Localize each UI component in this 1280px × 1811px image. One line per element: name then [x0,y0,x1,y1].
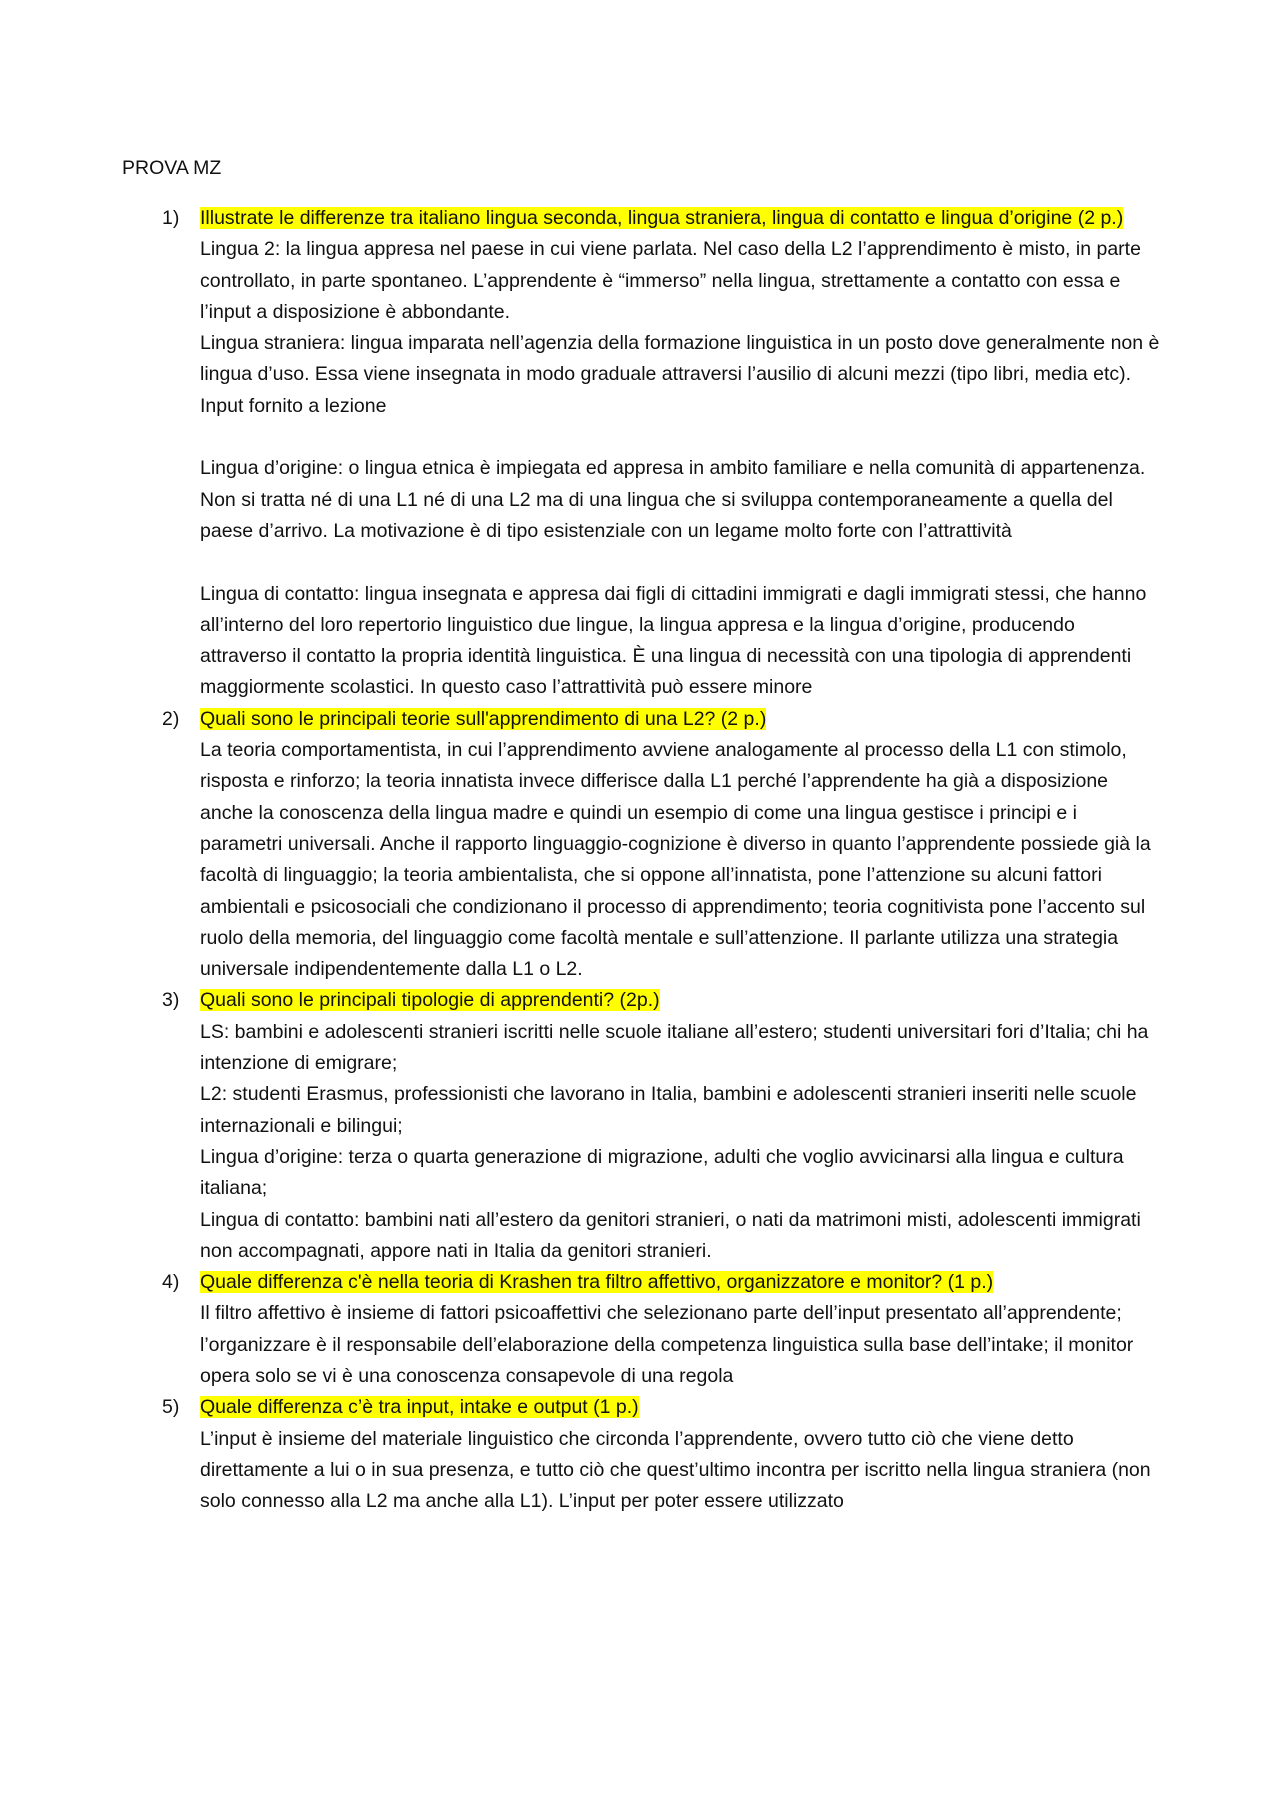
answer-paragraph: Lingua d’origine: terza o quarta generazione di migrazione, adulti che voglio avvicinarsi alla lingua e cultura italiana; [200,1145,1124,1200]
question-text-highlighted: Quale differenza c'è nella teoria di Krashen tra filtro affettivo, organizzatore e monitor? (1 p.) [200,1271,994,1294]
question-text-highlighted: Quali sono le principali teorie sull'apprendimento di una L2? (2 p.) [200,707,767,730]
question-list [0,203,1280,1517]
document-title: PROVA MZ [122,157,222,179]
answer-paragraph: LS: bambini e adolescenti stranieri iscritti nelle scuole italiane all’estero; studenti universitari fori d’Italia; chi ha intenzione di emigrare; [200,1020,1149,1075]
answer-paragraph: Lingua straniera: lingua imparata nell’agenzia della formazione linguistica in un posto dove generalmente non è lingua d’uso. Essa viene insegnata in modo graduale attraversi l’ausilio di alcuni mezzi (tipo libri, media etc). Input fornito a lezione [200,332,1160,417]
answer-paragraph: Lingua 2: la lingua appresa nel paese in cui viene parlata. Nel caso della L2 l’apprendimento è misto, in parte controllato, in parte spontaneo. L’apprendente è “immerso” nella lingua, strettamente a contatto con essa e l’input a disposizione è abbondante. [200,238,1141,323]
question-item-4 [0,1267,1160,1392]
answer-paragraph: Lingua di contatto: bambini nati all’estero da genitori stranieri, o nati da matrimoni misti, adolescenti immigrati non accompagnati, appore nati in Italia da genitori stranieri. [200,1208,1141,1262]
question-item-3 [0,985,1160,1267]
question-text-highlighted: Quale differenza c’è tra input, intake e output (1 p.) [200,1396,639,1419]
question-number: 2) [162,707,180,730]
blank-line [200,422,1160,453]
answer-paragraph: L’input è insieme del materiale linguistico che circonda l’apprendente, ovvero tutto ciò che viene detto direttamente a lui o in sua presenza, e tutto ciò che quest’ultimo incontra per iscritto nella lingua straniera (non solo connesso alla L2 ma anche alla L1). L’input per poter essere utilizzato [200,1427,1151,1513]
question-item-1 [0,203,1160,704]
question-item-5 [0,1392,1160,1517]
question-number: 3) [162,989,180,1012]
answer-paragraph: L2: studenti Erasmus, professionisti che lavorano in Italia, bambini e adolescenti stranieri inseriti nelle scuole internazionali e bilingui; [200,1083,1137,1137]
answer-paragraph: Lingua d’origine: o lingua etnica è impiegata ed appresa in ambito familiare e nella comunità di appartenenza. Non si tratta né di una L1 né di una L2 ma di una lingua che si sviluppa contemporaneamente a quella del paese d’arrivo. La motivazione è di tipo esistenziale con un legame molto forte con l’attrattività [200,457,1146,542]
question-number: 4) [162,1271,180,1294]
answer-paragraph: Lingua di contatto: lingua insegnata e appresa dai figli di cittadini immigrati e dagli immigrati stessi, che hanno all’interno del loro repertorio linguistico due lingue, la lingua appresa e la lingua d’origine, producendo attraverso il contatto la propria identità linguistica. È una lingua di necessità con una tipologia di apprendenti maggiormente scolastici. In questo caso l’attrattività può essere minore [200,582,1147,699]
question-number: 1) [162,207,180,229]
question-text-highlighted: Quali sono le principali tipologie di apprendenti? (2p.) [200,989,660,1012]
answer-paragraph: Il filtro affettivo è insieme di fattori psicoaffettivi che selezionano parte dell’input presentato all’apprendente; l’organizzare è il responsabile dell’elaborazione della competenza linguistica sulla base dell’intake; il monitor opera solo se vi è una conoscenza consapevole di una regola [200,1302,1134,1387]
blank-line [200,547,1160,578]
question-number: 5) [162,1396,180,1419]
question-item-2 [0,704,1160,986]
question-text-highlighted: Illustrate le differenze tra italiano lingua seconda, lingua straniera, lingua di contatto e lingua d’origine (2 p.) [200,207,1124,229]
answer-paragraph: La teoria comportamentista, in cui l’apprendimento avviene analogamente al processo della L1 con stimolo, risposta e rinforzo; la teoria innatista invece differisce dalla L1 perché l’apprendente ha già a disposizione anche la conoscenza della lingua madre e quindi un esempio di come una lingua gestisce i principi e i parametri universali. Anche il rapporto linguaggio-cognizione è diverso in quanto l’apprendente possiede già la facoltà di linguaggio; la teoria ambientalista, che si oppone all’innatista, pone l’attenzione su alcuni fattori ambientali e psicosociali che condizionano il processo di apprendimento; teoria cognitivista pone l’accento sul ruolo della memoria, del linguaggio come facoltà mentale e sull’attenzione. Il parlante utilizza una strategia universale indipendentemente dalla L1 o L2. [200,739,1151,981]
